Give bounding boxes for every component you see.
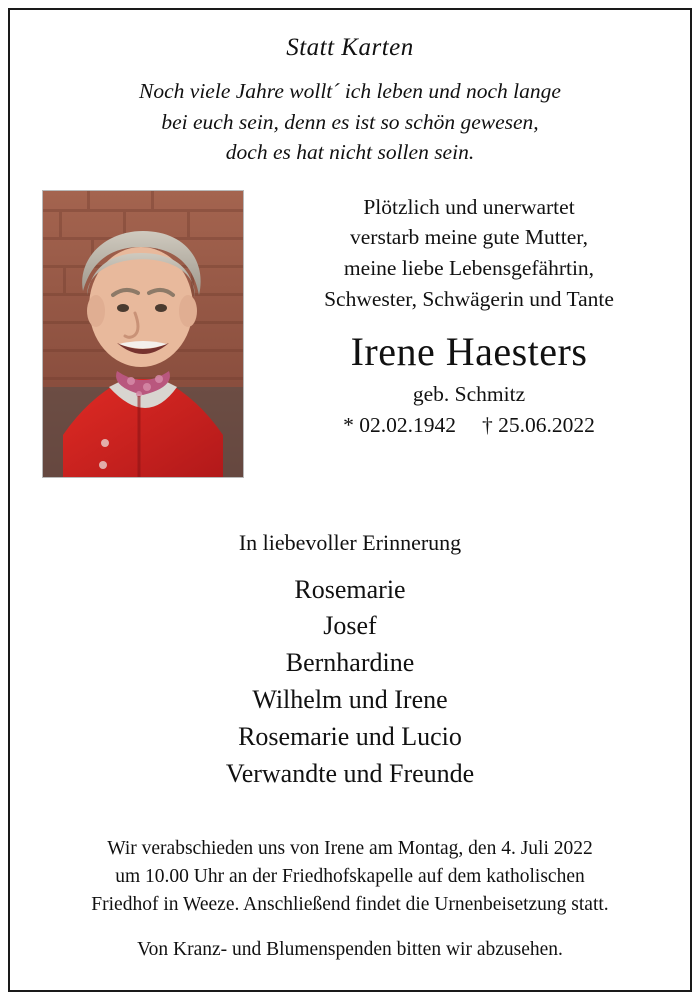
announcement-line-2: verstarb meine gute Mutter, [350, 225, 588, 250]
announcement-line-3: meine liebe Lebensgefährtin, [343, 256, 595, 281]
survivor-2: Josef [323, 611, 377, 641]
birth-date: * 02.02.1942 [343, 413, 456, 438]
announcement-line-4: Schwester, Schwägerin und Tante [324, 286, 614, 311]
farewell-text [22, 835, 678, 920]
farewell-line-1: Wir verabschieden uns von Irene am Montag, den 4. Juli 2022 [107, 837, 593, 859]
card-content [22, 22, 678, 978]
memory-line: In liebevoller Erinnerung [238, 529, 462, 555]
deceased-name: Irene Haesters [350, 329, 588, 375]
farewell-line-2: um 10.00 Uhr an der Friedhofskapelle auf dem katholischen [115, 866, 585, 888]
portrait-photo [42, 190, 244, 478]
survivors-list [22, 572, 678, 793]
death-date: † 25.06.2022 [482, 413, 595, 438]
survivor-1: Rosemarie [294, 574, 406, 604]
verse-line-1: Noch viele Jahre wollt´ ich leben und noch lange [139, 79, 561, 103]
verse-line-2: bei euch sein, denn es ist so schön gewesen, [161, 109, 539, 134]
announcement-line-1: Plötzlich und unerwartet [363, 194, 575, 219]
maiden-name: geb. Schmitz [412, 382, 526, 407]
announcement-text [260, 190, 678, 315]
card-heading: Statt Karten [286, 34, 414, 61]
verse-line-3: doch es hat nicht sollen sein. [225, 140, 475, 165]
survivor-3: Bernhardine [285, 648, 415, 678]
life-dates [260, 413, 678, 438]
memorial-verse [22, 76, 678, 168]
flowers-note: Von Kranz- und Blumenspenden bitten wir abzusehen. [137, 938, 563, 960]
survivor-5: Rosemarie und Lucio [238, 722, 462, 752]
survivor-6: Verwandte und Freunde [225, 759, 475, 789]
farewell-line-3: Friedhof in Weeze. Anschließend findet die Urnenbeisetzung statt. [91, 894, 609, 916]
portrait-and-announcement [22, 190, 678, 490]
funeral-details [22, 835, 678, 978]
survivor-4: Wilhelm und Irene [252, 685, 448, 715]
